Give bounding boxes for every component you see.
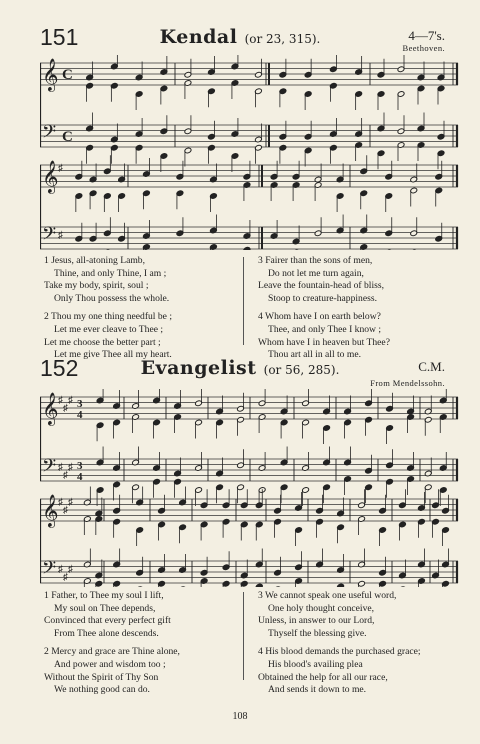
note-head [337,583,345,587]
verse-line [258,615,421,628]
verse-text: Unless, in answer to our Lord, [258,615,375,627]
verse-text: Take my body, spirit, soul ; [44,280,149,292]
sharp-icon: ♯ [58,564,63,575]
bass-clef-icon: 𝄢 [42,456,57,481]
stanza [44,255,172,305]
verse-line [44,255,172,268]
staff-systems [40,389,460,587]
sharp-icon: ♯ [63,505,68,516]
time-signature: C [62,129,73,145]
sharp-icon: ♯ [58,163,63,174]
stanza-number: 1 [44,590,49,601]
note-head [136,586,144,587]
verse-line [44,293,172,306]
treble-clef-icon: 𝄞 [42,160,59,193]
music-score-151 [40,55,460,255]
music-score-152 [40,389,460,592]
verse-line [258,646,421,659]
meter: 4—7's. [408,28,445,43]
verse-text: From Thee alone descends. [54,627,159,639]
composer: From Mendelssohn. [370,378,445,388]
verse-line [44,280,172,293]
verse-line [258,684,421,697]
verse-line [44,659,180,672]
verse-text: We nothing good can do. [54,684,150,696]
verse-text: One holy thought conceive, [268,602,375,614]
verse-text: Obtained the help for all our race, [258,671,388,683]
verse-text: Thou art all in all to me. [268,349,361,361]
time-signature: C [62,67,73,83]
stanza [258,590,421,640]
page-number: 108 [232,711,248,722]
verse-line [258,280,390,293]
tune-alternates: (or 56, 285). [263,363,340,377]
verse-line [44,684,180,697]
stanza-number: 4 [258,646,263,658]
time-signature: 3 [77,398,83,410]
stanza [258,646,421,696]
hymn-number: 152 [40,355,79,381]
verses-152-right [258,590,421,703]
note-head [255,583,263,587]
verse-text: Without the Spirit of Thy Son [44,671,159,683]
verse-line [44,615,180,628]
verse-line [258,672,421,685]
tune-title [0,357,480,379]
verse-text: Thine, and only Thine, I am ; [54,267,167,279]
verse-line [258,603,421,616]
verse-text: His blood demands the purchased grace; [265,646,421,658]
sharp-icon: ♯ [63,470,68,481]
verse-text: Whom have I on earth below? [265,311,381,323]
verse-text: Thee, and only Thee I know ; [268,323,382,335]
verse-text: Mercy and grace are Thine alone, [51,646,180,658]
note-head [399,586,407,587]
verses-151-right [258,255,390,368]
time-signature: 4 [77,409,83,421]
stanza [44,646,180,696]
note-head [179,586,187,587]
tune-name: Evangelist [140,357,257,379]
verses-152-left [44,590,180,703]
staff-systems [40,55,460,250]
verse-line [44,672,180,685]
verse-text: Thou my one thing needful be ; [51,311,172,323]
verse-line [44,628,180,641]
time-signature: 3 [77,460,83,472]
stanza [44,590,180,640]
treble-clef-icon: 𝄞 [42,58,59,91]
verse-line [44,646,180,659]
verse-line [44,324,172,337]
verse-line [258,324,390,337]
bass-clef-icon: 𝄢 [42,122,57,147]
composer: Beethoven. [402,43,445,53]
stanza-number: 1 [44,255,49,266]
bass-clef-icon: 𝄢 [42,558,57,583]
stanza-number: 4 [258,311,263,323]
sharp-icon: ♯ [58,462,63,473]
stanza-number: 3 [258,255,263,266]
sharp-icon: ♯ [58,395,63,406]
verse-text: Leave the fountain-head of bliss, [258,280,385,292]
verse-text: We cannot speak one useful word, [265,590,397,601]
treble-clef-icon: 𝄞 [42,494,59,527]
verse-text: Thyself the blessing give. [268,627,367,639]
verse-text: Let me ever cleave to Thee ; [54,323,164,335]
verse-text: Let me choose the better part ; [44,336,161,348]
sharp-icon: ♯ [58,230,63,241]
verse-text: Only Thou possess the whole. [54,292,170,304]
time-signature: 4 [77,471,83,483]
verse-line [44,590,180,603]
verses-151-left [44,255,172,368]
verse-text: Stoop to creature-happiness. [268,292,377,304]
verse-line [258,268,390,281]
stanza [258,255,390,305]
verse-line [258,337,390,350]
verse-text: Let me give Thee all my heart. [54,349,172,361]
tune-name: Kendal [159,26,238,48]
sharp-icon: ♯ [63,403,68,414]
stanza-number: 2 [44,646,49,658]
verse-line [258,311,390,324]
verse-text: His blood's availing plea [268,658,363,670]
sharp-icon: ♯ [58,497,63,508]
verse-text: Fairer than the sons of men, [265,255,373,266]
hymn-number: 151 [40,24,79,50]
sharp-icon: ♯ [68,497,73,508]
verse-text: My soul on Thee depends, [54,602,156,614]
verse-text: Convinced that every perfect gift [44,615,171,627]
verse-line [44,268,172,281]
verse-line [258,293,390,306]
verse-line [44,603,180,616]
verse-line [44,337,172,350]
verse-text: And power and wisdom too ; [54,658,166,670]
column-divider [243,257,244,345]
sharp-icon: ♯ [68,462,73,473]
treble-clef-icon: 𝄞 [42,392,59,425]
verse-text: Father, to Thee my soul I lift, [51,590,164,601]
verse-text: Whom have I in heaven but Thee? [258,336,390,348]
sharp-icon: ♯ [63,572,68,583]
note-head [274,586,282,587]
bass-clef-icon: 𝄢 [42,224,57,249]
verse-line [258,255,390,268]
verse-line [258,590,421,603]
verse-line [258,659,421,672]
verse-line [258,628,421,641]
column-divider [243,592,244,680]
sharp-icon: ♯ [68,564,73,575]
stanza-number: 3 [258,590,263,601]
meter: C.M. [418,359,445,374]
verse-text: Jesus, all-atoning Lamb, [51,255,145,266]
sharp-icon: ♯ [68,395,73,406]
note-head [243,246,251,250]
verse-line [44,311,172,324]
stanza-number: 2 [44,311,49,323]
tune-alternates: (or 23, 315). [244,32,321,46]
verse-text: Do not let me turn again, [268,267,364,279]
verse-text: And sends it down to me. [268,684,367,696]
